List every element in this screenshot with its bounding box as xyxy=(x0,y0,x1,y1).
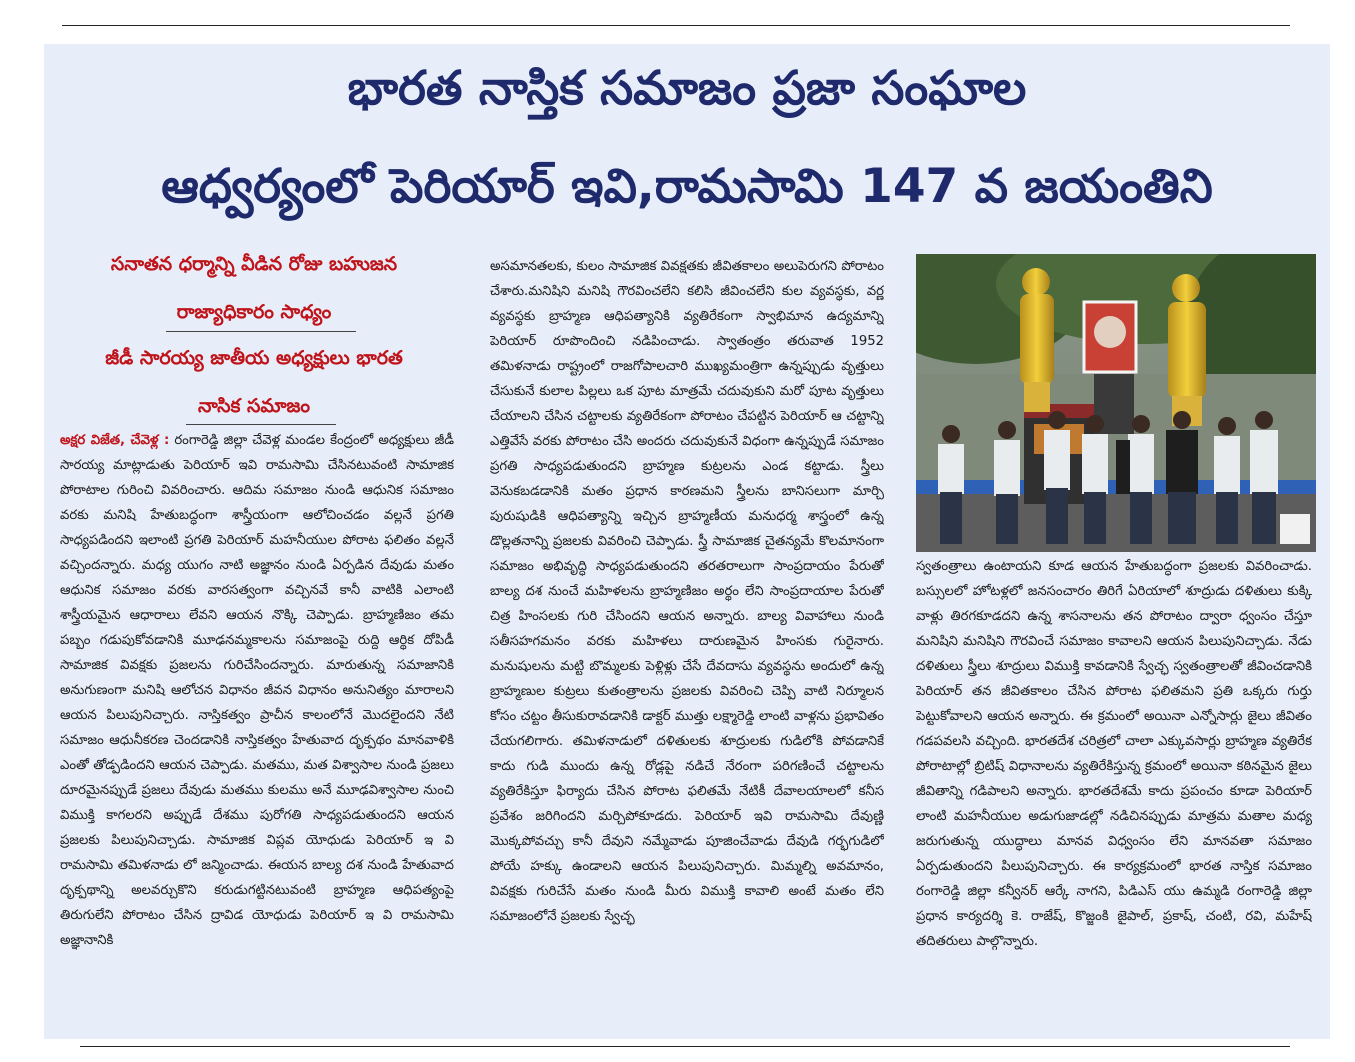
dateline: అక్షర విజేత, చేవెళ్ల : xyxy=(60,433,170,448)
article-column-3 xyxy=(916,554,1312,1028)
bottom-rule xyxy=(80,1046,1290,1047)
subhead-underline-1 xyxy=(166,331,356,332)
article-panel xyxy=(44,44,1330,1039)
subhead-3: జీడీ సారయ్య జాతీయ అధ్యక్షులు భారత xyxy=(105,347,403,369)
subhead-1: సనాతన ధర్మాన్ని వీడిన రోజు బహుజన xyxy=(110,253,398,275)
top-rule xyxy=(62,25,1290,26)
headline-line-1: భారత నాస్తిక సమాజం ప్రజా సంఘాల xyxy=(347,61,1027,116)
article-column-1 xyxy=(60,428,454,1028)
column-1-text: రంగారెడ్డి జిల్లా చేవెళ్ల మండల కేంద్రంలో అధ్యక్షులు జీడీ సారయ్య మాట్లాడుతు పెరియార్ ఇవి రామసామి చేసినటువంటి సామాజిక పోరాటాల గురించి వివరించారు. ఆదిమ సమాజం నుండి ఆధునిక సమాజం వరకు మనిషి హేతుబద్ధంగా శాస్త్రీయంగా ఆలోచించడం వల్లనే ప్రగతి సాధ్యపడిందని ఇలాంటి ప్రగతి పెరియార్ మహనీయుల పోరాట ఫలితం వల్లనే వచ్చిందన్నారు. మధ్య యుగం నాటి అజ్ఞానం నుండి ఏర్పడిన దేవుడు మతం ఆధునిక సమాజం వరకు వారసత్వంగా వచ్చినవే కానీ వాటికి ఎలాంటి శాస్త్రీయమైన ఆధారాలు లేవని ఆయన నొక్కి చెప్పాడు. బ్రాహ్మణిజం తమ పబ్బం గడుపుకోవడానికి మూఢనమ్మకాలను సమాజంపై రుద్ది ఆర్థిక దోపిడీ సామాజిక వివక్షకు ప్రజలను గురిచేసిందన్నారు. మారుతున్న సమాజానికి అనుగుణంగా మనిషి ఆలోచన విధానం జీవన విధానం అనునిత్యం మారాలని ఆయన పిలుపునిచ్చారు. నాస్తికత్వం ప్రాచీన కాలంలోనే మొదలైందని నేటి సమాజం ఆధునీకరణ చెందడానికి నాస్తికత్వం హేతువాద దృక్పథం మానవాళికి ఎంతో తోడ్పడిందని ఆయన చెప్పాడు. మతము, మత విశ్వాసాల నుండి ప్రజలు దూరమైనప్పుడే ప్రజలు దేవుడు మతము కులము అనే మూఢవిశ్వాసాల నుంచి విముక్తి కాగలరని అప్పుడే దేశము పురోగతి సాధ్యపడుతుందని ఆయన ప్రజలకు పిలుపునిచ్చాడు. సామాజిక విప్లవ యోధుడు పెరియార్ ఇ వి రామసామి తమిళనాడు లో జన్మించాడు. ఈయన బాల్య దశ నుండి హేతువాద దృక్పథాన్ని అలవర్చుకొని కరుడుగట్టినటువంటి బ్రాహ్మణ ఆధిపత్యంపై తిరుగులేని పోరాటం చేసిన ద్రావిడ యోధుడు పెరియార్ ఇ వి రామసామి అజ్ఞానానికి xyxy=(60,433,454,948)
column-2-text: అసమానతలకు, కులం సామాజిక వివక్షతకు జీవితకాలం అలుపెరుగని పోరాటం చేశారు.మనిషిని మనిషి గౌరవించలేని కలిసి జీవించలేని కుల వ్యవస్థకు, వర్ణ వ్యవస్థకు బ్రాహ్మణ ఆధిపత్యానికి వ్యతిరేకంగా స్వాభిమాన ఉద్యమాన్ని పెరియార్ రూపొందించి నడిపించాడు. స్వాతంత్రం తరువాత 1952 తమిళనాడు రాష్ట్రంలో రాజగోపాలచారి ముఖ్యమంత్రిగా ఉన్నప్పుడు వృత్తులు చేసుకునే కులాల పిల్లలు ఒక పూట మాత్రమే చదువుకుని మరో పూట వృత్తులు చేయాలని చేసిన చట్టాలకు వ్యతిరేకంగా పోరాటం చేపట్టిన పెరియార్ ఆ చట్టాన్ని ఎత్తివేసే వరకు పోరాటం చేసి అందరు చదువుకునే విధంగా ఉన్నప్పుడే సమాజం ప్రగతి సాధ్యపడుతుందని బ్రాహ్మణ కుట్రలను ఎండ కట్టాడు. స్త్రీలు వెనుకబడడానికి మతం ప్రధాన కారణమని స్త్రీలను బానిసలుగా మార్చి పురుషుడికి ఆధిపత్యాన్ని ఇచ్చిన బ్రాహ్మణీయ మనుధర్మ శాస్త్రంలో ఉన్న డొల్లతనాన్ని ప్రజలకు వివరించి చెప్పాడు. స్త్రీ సామాజిక చైతన్యమే కొలమానంగా సమాజం అభివృద్ధి సాధ్యపడుతుందని తరతరాలుగా సాంప్రదాయం పేరుతో బాల్య దశ నుంచే మహిళలను బ్రాహ్మణిజం అర్థం లేని సాంప్రదాయాల పేరుతో చిత్ర హింసలకు గురి చేసిందని ఆయన అన్నారు. బాల్య వివాహాలు నుండి సతీసహగమనం వరకు మహిళలు దారుణమైన హింసకు గురైనారు. మనుషులను మట్టి బొమ్మలకు పెళ్లిళ్లు చేసే దేవదాసు వ్యవస్థను అందులో ఉన్న బ్రాహ్మణుల కుట్రలు కుతంత్రాలను ప్రజలకు వివరించి చెప్పి వాటి నిర్మూలన కోసం చట్టం తీసుకురావడానికి డాక్టర్ ముత్తు లక్ష్మారెడ్డి లాంటి వాళ్లను ప్రభావితం చేయగలిగారు. తమిళనాడులో దళితులకు శూద్రులకు గుడిలోకి పోవడానికే కాదు గుడి ముందు ఉన్న రోడ్లపై నడిచే నేరంగా పరిగణించే చట్టాలను వ్యతిరేకిస్తూ ఫిర్యాదు చేసిన పోరాట ఫలితమే నేటికీ దేవాలయాలలో కనీస ప్రవేశం జరిగిందని మర్చిపోకూడదు. పెరియార్ ఇవి రామసామి దేవుణ్ణి మొక్కపోవచ్చు కానీ దేవుని నమ్మేవాడు పూజించేవాడు దేవుడి గర్భగుడిలో పోయే హక్కు ఉండాలని ఆయన పిలుపునిచ్చారు. మిమ్మల్ని అవమానం, వివక్షకు గురిచేసే మతం నుండి మీరు విముక్తి కావాలి అంటే మతం లేని సమాజంలోనే ప్రజలకు స్వేచ్ఛ xyxy=(490,259,884,924)
statues-and-group-photo-icon xyxy=(916,254,1316,552)
subhead-4: నాసిక సమాజం xyxy=(197,395,311,417)
article-column-2 xyxy=(490,254,884,1028)
subhead-2: రాజ్యాధికారం సాధ్యం xyxy=(176,301,332,323)
subhead-underline-2 xyxy=(186,424,336,425)
headline-line-2: ఆధ్వర్యంలో పెరియార్ ఇవి,రామసామి 147 వ జయంతిని xyxy=(161,159,1213,214)
column-3-text: స్వతంత్రాలు ఉంటాయని కూడ ఆయన హేతుబద్ధంగా ప్రజలకు వివరించాడు. బస్సులలో హోటళ్లలో జనసంచారం తిరిగే ఏరియాలో శూద్రుడు దళితులు కుక్కి వాళ్లు తిరగకూడదని ఉన్న శాసనాలను తన పోరాటం ద్వారా ధ్వంసం చేస్తూ మనిషిని మనిషిని గౌరవించే సమాజం కావాలని ఆయన పిలుపునిచ్చాడు. నేడు దళితులు స్త్రీలు శూద్రులు విముక్తి కావడానికి స్వేచ్ఛ స్వతంత్రాలతో జీవించడానికి పెరియార్ తన జీవితకాలం చేసిన పోరాట ఫలితమని ప్రతి ఒక్కరు గుర్తు పెట్టుకోవాలని ఆయన అన్నారు. ఈ క్రమంలో అయినా ఎన్నోసార్లు జైలు జీవితం గడపవలసి వచ్చింది. భారతదేశ చరిత్రలో చాలా ఎక్కువసార్లు బ్రాహ్మణ వ్యతిరేక పోరాటాల్లో బ్రిటిష్ విధానాలను వ్యతిరేకిస్తున్న క్రమంలో అయినా కఠినమైన జైలు జీవితాన్ని గడిపాలని అన్నారు. భారతదేశమే కాదు ప్రపంచం కూడా పెరియార్ లాంటి మహనీయుల అడుగుజాడల్లో నడిచినప్పుడు మాత్రమ మతాల మధ్య జరుగుతున్న యుద్ధాలు మానవ విధ్వంసం లేని మానవతా సమాజం ఏర్పడుతుందని పిలుపునిచ్చారు. ఈ కార్యక్రమంలో భారత నాస్తిక సమాజం రంగారెడ్డి జిల్లా కన్వీనర్ ఆర్కే నాగని, పిడిఎస్ యు ఉమ్మడి రంగారెడ్డి జిల్లా ప్రధాన కార్యదర్శి కె. రాజేష్, కొజ్జంకి జైపాల్, ప్రకాష్, చంటి, రవి, మహేష్ తదితరులు పాల్గొన్నారు. xyxy=(916,559,1312,949)
column-1-paragraph xyxy=(60,428,454,953)
